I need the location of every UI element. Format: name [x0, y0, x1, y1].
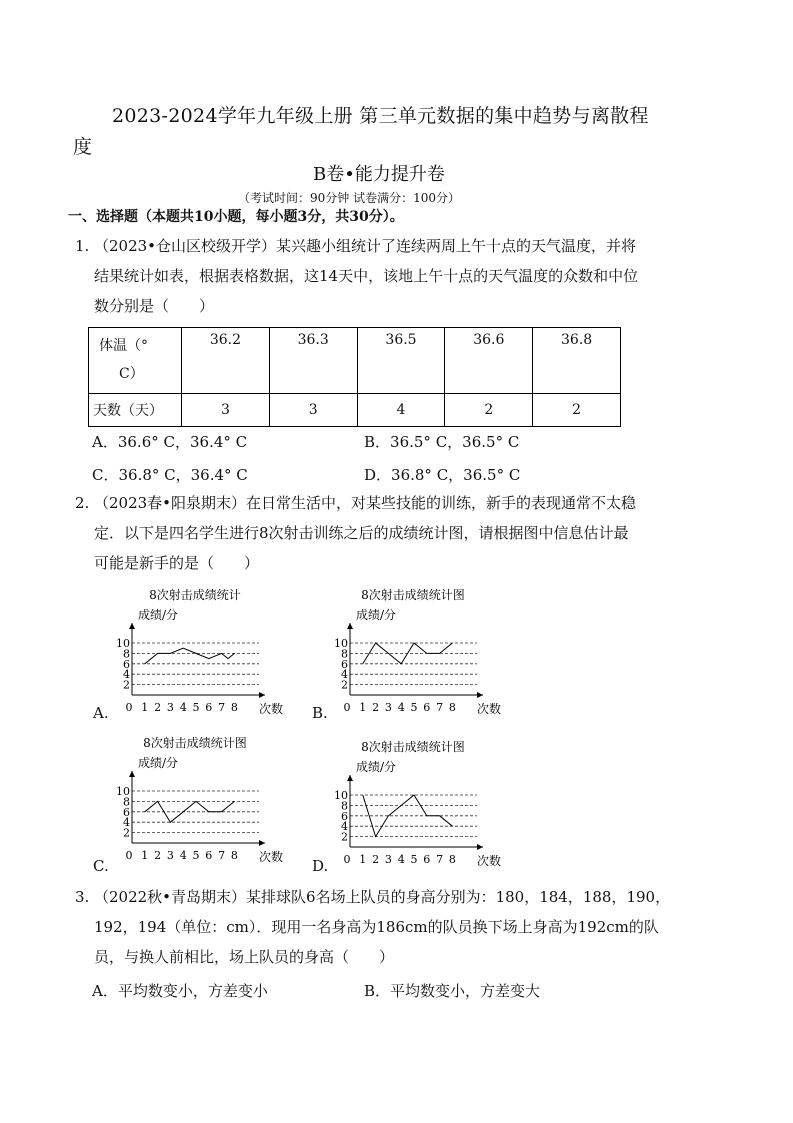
table-header-days: 天数（天）	[89, 394, 182, 427]
chart-xtick-label: 3	[384, 701, 392, 714]
chart-ytick-label: 10	[116, 785, 130, 798]
chart-xtick-label: 1	[359, 701, 367, 714]
chart-ylabel: 成绩/分	[138, 608, 179, 622]
chart-ytick-label: 4	[123, 668, 130, 682]
chart-xlabel: 次数	[259, 702, 284, 716]
chart-xtick-label: 1	[141, 701, 149, 714]
chart-ytick-label: 2	[341, 678, 348, 692]
chart-ytick-label: 10	[334, 637, 348, 650]
exam-info: （考试时间：90分钟 试卷满分：100分）	[238, 191, 460, 205]
chart-ytick-label: 6	[341, 657, 348, 671]
chart-xtick-label: 2	[372, 853, 380, 866]
chart-title: 8次射击成绩统计图	[361, 740, 465, 754]
chart-ytick-label: 8	[341, 647, 348, 661]
q2-option-a[interactable]: A.	[93, 704, 109, 722]
chart-ytick-label: 10	[334, 789, 348, 802]
table-cell-temp: 36.2	[182, 328, 270, 394]
chart-y-arrow	[347, 623, 353, 629]
chart-xtick-label: 4	[179, 701, 187, 714]
chart-xtick-label: 3	[166, 849, 174, 862]
chart-xtick-label: 6	[205, 701, 213, 714]
q1-option-c[interactable]: C．36.8° C，36.4° C	[92, 466, 248, 484]
chart-xtick-label: 2	[372, 701, 380, 714]
chart-ytick-label: 2	[341, 830, 348, 844]
chart-xtick-label: 6	[423, 701, 431, 714]
table-header-temp	[89, 328, 182, 394]
chart-ytick-label: 4	[123, 816, 130, 830]
table-cell-days: 3	[269, 394, 357, 427]
chart-xtick-label: 7	[218, 849, 226, 862]
q2-text-line3: 可能是新手的是（ ）	[94, 554, 260, 572]
chart-ytick-label: 2	[123, 678, 130, 692]
chart-ytick-label: 4	[341, 820, 348, 834]
q1-number: 1.	[75, 237, 90, 255]
q1-text-line3: 数分别是（ ）	[94, 297, 215, 315]
q2-text-line2: 定．以下是四名学生进行8次射击训练之后的成绩统计图，请根据图中信息估计最	[94, 524, 629, 542]
chart-xtick-label: 6	[205, 849, 213, 862]
chart-series-line	[145, 648, 235, 664]
chart-xtick-label: 0	[125, 701, 133, 714]
q3-text-line2: 192，194（单位：cm）．现用一名身高为186cm的队员换下场上身高为192cm的队	[94, 918, 659, 936]
chart-ytick-label: 8	[341, 799, 348, 813]
table-cell-temp: 36.6	[445, 328, 533, 394]
q3-text-line3: 员，与换人前相比，场上队员的身高（ ）	[94, 948, 395, 966]
chart-xtick-label: 5	[192, 701, 200, 714]
chart-ylabel: 成绩/分	[138, 756, 179, 770]
chart-xlabel: 次数	[259, 850, 284, 864]
table-cell-temp: 36.5	[357, 328, 445, 394]
chart-c	[110, 731, 284, 869]
chart-ytick-label: 6	[341, 809, 348, 823]
chart-xtick-label: 7	[218, 701, 226, 714]
table-cell-days: 4	[357, 394, 445, 427]
temperature-table	[88, 327, 621, 427]
q1-text-line2: 结果统计如表，根据表格数据，这14天中，该地上午十点的天气温度的众数和中位	[94, 267, 639, 285]
q2-text-line1: （2023春•阳泉期末）在日常生活中，对某些技能的训练，新手的表现通常不太稳	[94, 494, 637, 512]
chart-y-arrow	[129, 623, 135, 629]
chart-xtick-label: 2	[154, 701, 162, 714]
q3-text-line1: （2022秋•青岛期末）某排球队6名场上队员的身高分别为：180，184，188，190，	[94, 888, 671, 906]
chart-xtick-label: 4	[397, 853, 405, 866]
chart-xtick-label: 3	[166, 701, 174, 714]
q2-option-b[interactable]: B.	[312, 704, 328, 722]
chart-x-arrow	[477, 844, 483, 850]
chart-xlabel: 次数	[477, 702, 502, 716]
chart-b	[328, 583, 502, 721]
q1-option-b[interactable]: B．36.5° C，36.5° C	[364, 433, 520, 451]
chart-x-arrow	[259, 840, 265, 846]
chart-ytick-label: 8	[123, 647, 130, 661]
chart-xtick-label: 0	[343, 701, 351, 714]
table-cell-temp: 36.3	[269, 328, 357, 394]
q3-option-a[interactable]: A．平均数变小，方差变小	[92, 982, 268, 1000]
chart-ytick-label: 10	[116, 637, 130, 650]
chart-xtick-label: 6	[423, 853, 431, 866]
q1-option-a[interactable]: A．36.6° C，36.4° C	[92, 433, 248, 451]
chart-title: 8次射击成绩统计图	[361, 588, 465, 602]
chart-title: 8次射击成绩统计	[149, 588, 241, 602]
chart-y-arrow	[129, 771, 135, 777]
table-cell-days: 2	[533, 394, 621, 427]
table-cell-days: 2	[445, 394, 533, 427]
chart-xtick-label: 0	[125, 849, 133, 862]
doc-subtitle: B卷•能力提升卷	[313, 164, 445, 185]
chart-xtick-label: 5	[192, 849, 200, 862]
chart-a	[110, 583, 284, 721]
doc-title-line2: 度	[73, 136, 93, 158]
chart-xtick-label: 8	[230, 701, 238, 714]
chart-xtick-label: 7	[436, 701, 444, 714]
table-header-temp-line1: 体温（°	[99, 338, 148, 354]
chart-ytick-label: 6	[123, 805, 130, 819]
chart-xtick-label: 1	[141, 849, 149, 862]
chart-d	[328, 735, 502, 873]
chart-x-arrow	[477, 692, 483, 698]
chart-xtick-label: 8	[230, 849, 238, 862]
table-cell-days: 3	[182, 394, 270, 427]
chart-ytick-label: 8	[123, 795, 130, 809]
chart-ytick-label: 2	[123, 826, 130, 840]
table-cell-temp: 36.8	[533, 328, 621, 394]
chart-xtick-label: 4	[397, 701, 405, 714]
chart-xtick-label: 8	[448, 853, 456, 866]
q3-option-b[interactable]: B．平均数变小，方差变大	[364, 982, 541, 1000]
chart-xtick-label: 2	[154, 849, 162, 862]
chart-xlabel: 次数	[477, 854, 502, 868]
q2-number: 2.	[75, 494, 90, 512]
chart-xtick-label: 5	[410, 853, 418, 866]
chart-xtick-label: 3	[384, 853, 392, 866]
q2-option-c[interactable]: C.	[93, 857, 109, 875]
chart-xtick-label: 1	[359, 853, 367, 866]
table-header-temp-line2: C）	[119, 366, 144, 382]
q1-text-line1: （2023•仓山区校级开学）某兴趣小组统计了连续两周上午十点的天气温度，并将	[94, 237, 637, 255]
chart-ylabel: 成绩/分	[356, 608, 397, 622]
chart-title: 8次射击成绩统计图	[143, 736, 247, 750]
q1-option-d[interactable]: D．36.8° C，36.5° C	[364, 466, 521, 484]
chart-xtick-label: 8	[448, 701, 456, 714]
chart-xtick-label: 7	[436, 853, 444, 866]
chart-xtick-label: 4	[179, 849, 187, 862]
chart-ytick-label: 4	[341, 668, 348, 682]
doc-title-line1: 2023-2024学年九年级上册 第三单元数据的集中趋势与离散程	[112, 105, 649, 127]
q3-number: 3.	[75, 888, 90, 906]
chart-xtick-label: 0	[343, 853, 351, 866]
chart-ylabel: 成绩/分	[356, 760, 397, 774]
chart-y-arrow	[347, 775, 353, 781]
section-heading-choice: 一、选择题（本题共10小题，每小题3分，共30分）。	[68, 209, 404, 225]
chart-x-arrow	[259, 692, 265, 698]
chart-xtick-label: 5	[410, 701, 418, 714]
q2-option-d[interactable]: D.	[312, 857, 329, 875]
chart-ytick-label: 6	[123, 657, 130, 671]
